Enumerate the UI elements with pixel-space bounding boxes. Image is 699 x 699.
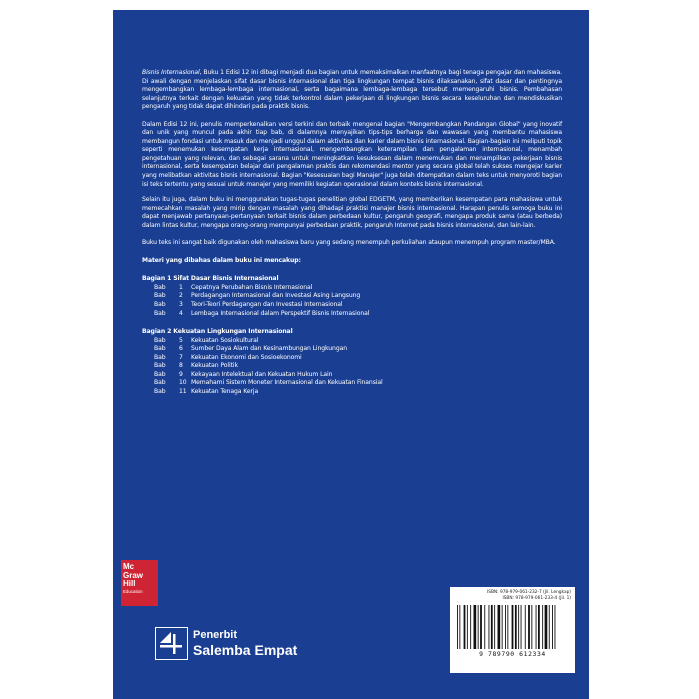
book-title-italic: Bisnis Internasional — [142, 69, 200, 76]
paragraph-2: Dalam Edisi 12 ini, penulis memperkenalkan versi terkini dan terbaik mengenai bagian "Mengembangkan Pandangan Global" yang inovatif dan unik yang muncul pada akhir tiap bab, di dalamnya menyajikan tips-tips berharga dan wawasan yang membantu mahasiswa membangun fondasi untuk masuk dan menjadi unggul dalam aktivitas dan karier dalam bisnis internasional. Bagian-bagian ini meliputi topik seperti menemukan kesempatan kerja internasional, mengembangkan keterampilan dan pengalaman internasional, menambah pengetahuan yang relevan, dan sebagai sarana untuk meningkatkan kesuksesan dalam menemukan dan menampilkan pekerjaan bisnis internasional, serta kesempatan belajar dari pengalaman praktis dan rekomendasi mentor yang secara global telah sukses mengejar karier yang melibatkan aktivitas bisnis internasional. Bagian "Kesesuaian bagi Manajer" juga telah ditempatkan dalam teks untuk menyoroti bagian isi teks tertentu yang sesuai untuk manajer yang memiliki kegiatan operasional dalam konteks bisnis internasional. — [142, 120, 562, 188]
part-2 — [142, 328, 562, 396]
paragraph-1 — [142, 69, 562, 112]
chapter-number: 10 — [179, 379, 187, 387]
chapter-item — [142, 345, 562, 354]
isbn-set: ISBN: 978-979-061-232-7 (Jil. Lengkap) — [486, 590, 571, 595]
bab-label: Bab — [154, 301, 166, 309]
part-title: Bagian 1 Sifat Dasar Bisnis Internasional — [142, 275, 279, 283]
chapter-title: Kekuatan Politik — [191, 362, 238, 370]
chapter-number: 3 — [179, 301, 183, 309]
paragraph-1-text: , Buku 1 Edisi 12 ini dibagi menjadi dua bagian untuk memaksimalkan manfaatnya bagi tenaga pengajar dan mahasiswa. Di awali dengan menjelaskan sifat dasar bisnis internasional dan tiga lingkungan tempat bisnis dilaksanakan, sifat dasar dan pentingnya mengembangkan lembaga-lembaga internasional, serta bagaimana lembaga-lembaga tersebut memengaruhi bisnis. Pembahasan selanjutnya terkait dengan kekuatan yang tidak terkontrol dalam pekerjaan di lingkungan bisnis secara keseluruhan dan mendiskusikan pengaruh yang tidak dapat dihindari pada praktik bisnis. — [142, 69, 562, 111]
mcgraw-hill-logo — [121, 560, 158, 606]
chapter-number: 4 — [179, 309, 183, 317]
chapter-title: Kekuatan Sosiokultural — [191, 336, 259, 344]
bab-label: Bab — [154, 362, 166, 370]
chapter-title: Memahami Sistem Moneter Internasional dan Kekuatan Finansial — [191, 379, 383, 387]
chapter-title: Kekuatan Tenaga Kerja — [191, 387, 259, 395]
barcode-icon — [454, 605, 571, 651]
mcgraw-line-3: Hill — [123, 579, 136, 588]
chapter-number: 5 — [179, 336, 183, 344]
chapter-item — [142, 301, 562, 310]
chapter-title: Cepatnya Perubahan Bisnis Internasional — [191, 283, 313, 291]
bab-label: Bab — [154, 283, 166, 291]
bab-label: Bab — [154, 336, 166, 344]
chapter-item — [142, 310, 562, 319]
chapter-title: Perdagangan Internasional dan Investasi Asing Langsung — [191, 292, 361, 300]
publisher-label: Penerbit — [193, 629, 238, 641]
chapter-title: Kekuatan Ekonomi dan Sosioekonomi — [191, 353, 302, 361]
publisher-name: Salemba Empat — [193, 642, 298, 658]
chapter-item — [142, 388, 562, 397]
chapter-number: 7 — [179, 353, 183, 361]
chapter-title: Kekayaan Intelektual dan Kekuatan Hukum Lain — [191, 370, 333, 378]
chapter-number: 1 — [179, 283, 183, 291]
chapter-item — [142, 362, 562, 371]
chapter-item — [142, 379, 562, 388]
contents-heading: Materi yang dibahas dalam buku ini mencakup: — [142, 256, 301, 264]
bab-label: Bab — [154, 379, 166, 387]
chapter-title: Lembaga Internasional dalam Perspektif Bisnis Internasional — [191, 309, 370, 317]
chapter-number: 9 — [179, 370, 183, 378]
chapter-number: 6 — [179, 345, 183, 353]
isbn-volume: ISBN: 978-979-061-233-4 (Jil. 1) — [502, 596, 571, 601]
chapter-title: Teori-Teori Perdagangan dan Investasi Internasional — [191, 301, 343, 309]
chapter-item — [142, 337, 562, 346]
back-cover — [113, 10, 589, 699]
part-1 — [142, 275, 562, 318]
mcgraw-line-1: Mc — [123, 562, 135, 571]
bab-label: Bab — [154, 292, 166, 300]
paragraph-3: Selain itu juga, dalam buku ini menggunakan tugas-tugas penelitian global EDGETM, yang memberikan kesempatan para mahasiswa untuk memecahkan masalah yang mirip dengan masalah yang dihadapi praktisi manajer bisnis internasional. Harapan penulis semoga buku ini dapat menjawab pertanyaan-pertanyaan terkait bisnis dalam perbedaan kultur, pengaruh geografi, mengapa produk sama (atau berbeda) dalam lintas kultur, mengapa orang-orang mempunyai perbedaan praktik, pengaruh Internet pada bisnis internasional, dan lain-lain. — [142, 196, 562, 229]
bab-label: Bab — [154, 309, 166, 317]
chapter-item — [142, 284, 562, 293]
bab-label: Bab — [154, 345, 166, 353]
salemba-logo-icon — [155, 627, 188, 660]
chapter-item — [142, 354, 562, 363]
barcode-number: 9 789790 612334 — [479, 650, 546, 658]
mcgraw-line-4: Education — [123, 588, 143, 594]
publisher-block — [155, 627, 297, 660]
mcgraw-line-2: Graw — [123, 570, 144, 580]
chapter-number: 2 — [179, 292, 183, 300]
chapter-item — [142, 292, 562, 301]
part-title: Bagian 2 Kekuatan Lingkungan Internasional — [142, 328, 293, 336]
bab-label: Bab — [154, 370, 166, 378]
chapter-number: 8 — [179, 362, 183, 370]
bab-label: Bab — [154, 387, 166, 395]
paragraph-4: Buku teks ini sangat baik digunakan oleh mahasiswa baru yang sedang menempuh perkuliahan ataupun menempuh program master/MBA. — [142, 239, 556, 247]
isbn-barcode-block — [450, 587, 575, 673]
blurb-text — [142, 69, 562, 397]
chapter-title: Sumber Daya Alam dan Kesinambungan Lingkungan — [191, 345, 347, 353]
chapter-item — [142, 371, 562, 380]
chapter-number: 11 — [179, 387, 187, 395]
bab-label: Bab — [154, 353, 166, 361]
